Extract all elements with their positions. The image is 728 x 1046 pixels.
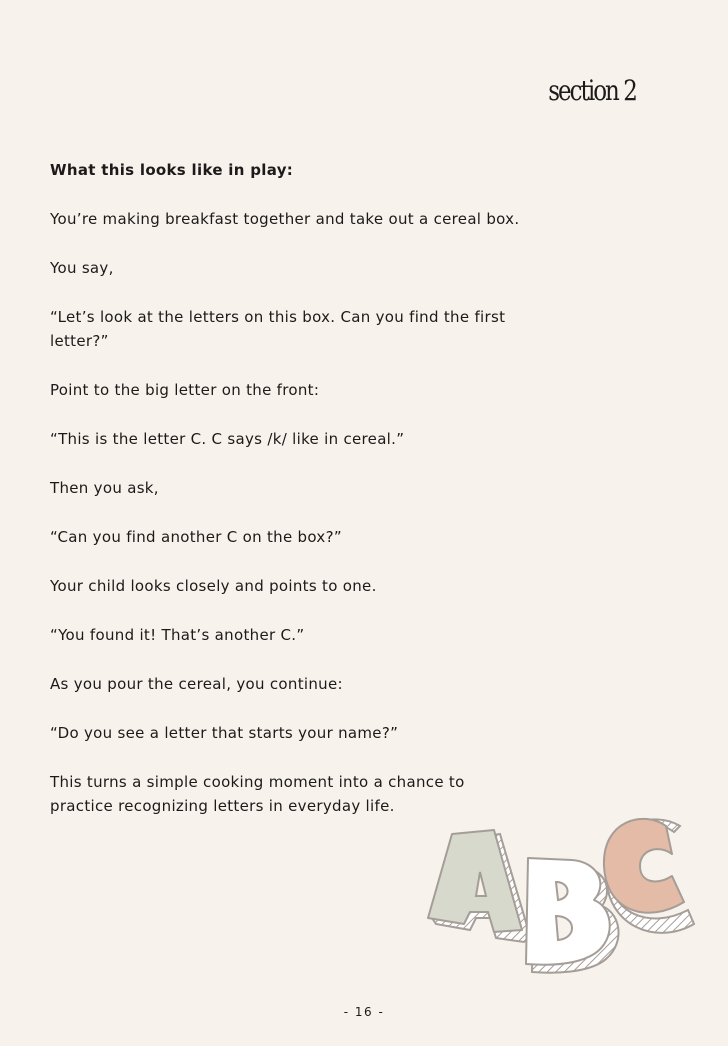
body-paragraph: Point to the big letter on the front: — [50, 381, 320, 399]
body-paragraph: “Do you see a letter that starts your name?” — [50, 724, 399, 742]
body-paragraph: Your child looks closely and points to one. — [50, 577, 377, 595]
letter-a-shape — [428, 830, 530, 942]
body-paragraph: “Let’s look at the letters on this box. Can you find the first letter?” — [50, 308, 506, 350]
page-body — [50, 158, 530, 843]
page-number: - 16 - — [343, 1005, 385, 1019]
body-paragraph: You say, — [50, 259, 114, 277]
abc-letters-illustration — [418, 812, 704, 982]
letter-c-shape — [604, 819, 694, 933]
section-heading: What this looks like in play: — [50, 161, 294, 179]
body-paragraph: This turns a simple cooking moment into a chance to practice recognizing letters in everyday life. — [50, 773, 465, 815]
body-paragraph: You’re making breakfast together and take out a cereal box. — [50, 210, 520, 228]
body-paragraph: “You found it! That’s another C.” — [50, 626, 305, 644]
body-paragraph: “Can you find another C on the box?” — [50, 528, 342, 546]
body-paragraph: Then you ask, — [50, 479, 159, 497]
section-label: section 2 — [548, 74, 636, 107]
body-paragraph: “This is the letter C. C says /k/ like in cereal.” — [50, 430, 405, 448]
body-paragraph: As you pour the cereal, you continue: — [50, 675, 343, 693]
